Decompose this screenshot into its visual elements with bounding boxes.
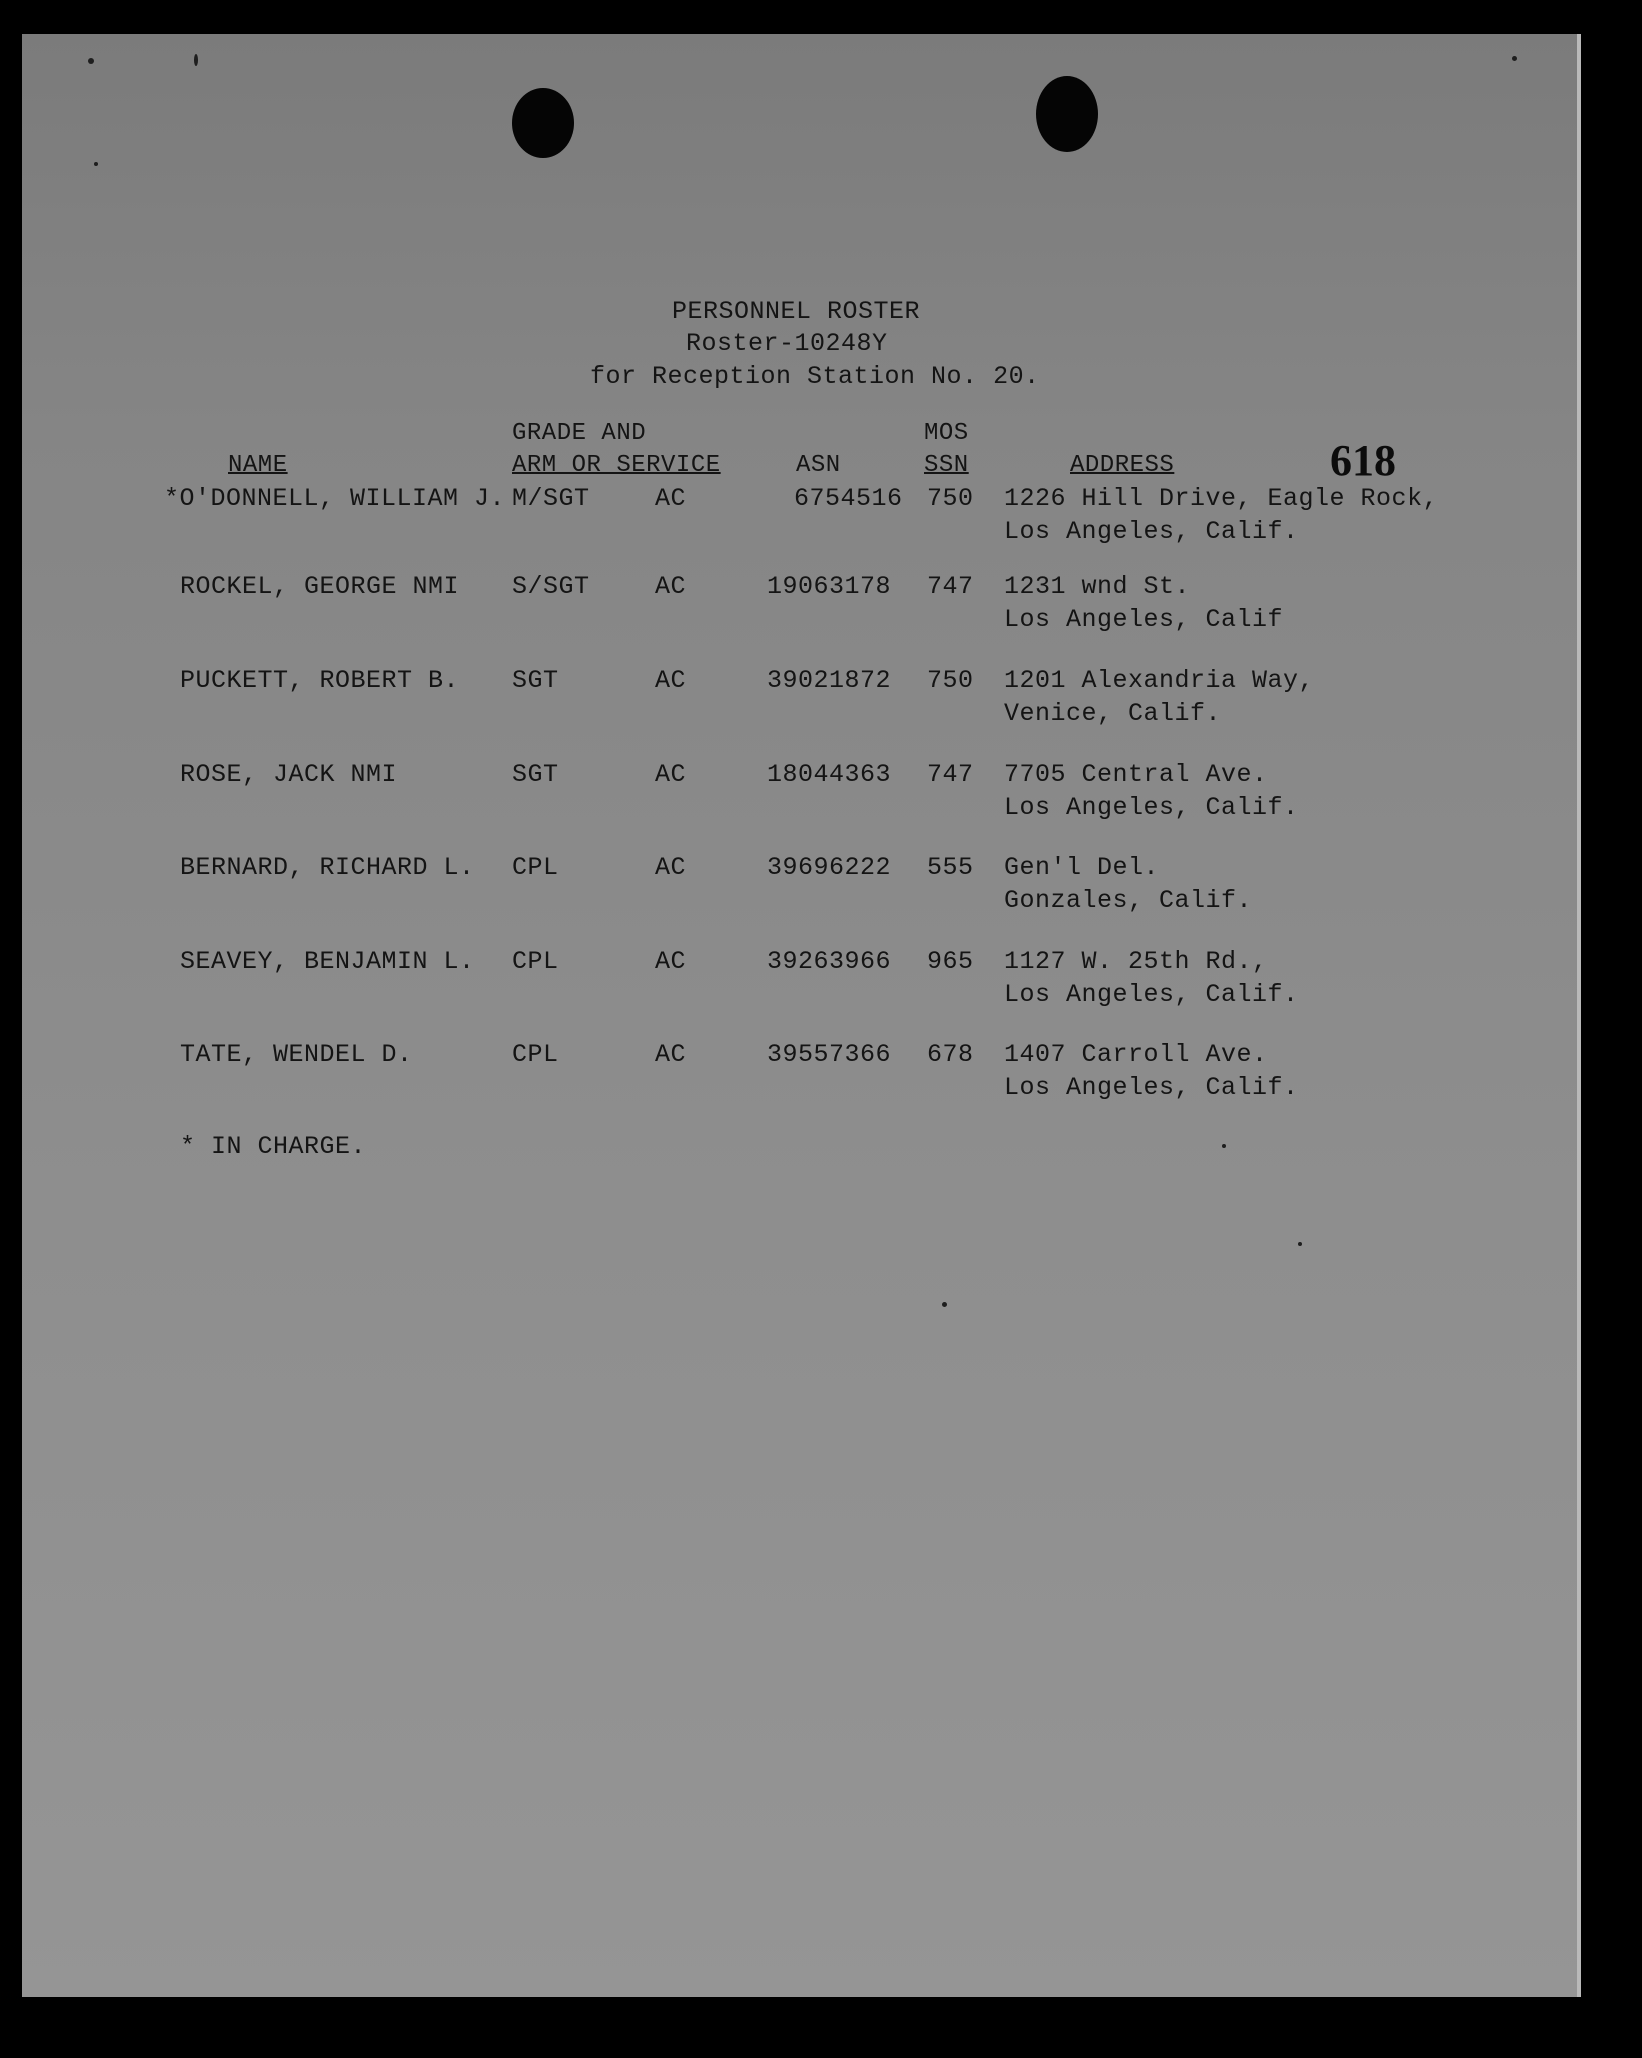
footnote: * IN CHARGE. [180, 1132, 367, 1161]
column-header-mos: MOS [924, 420, 969, 447]
speck [1222, 1144, 1226, 1148]
speck [88, 58, 94, 64]
asn-cell: 39696222 [767, 853, 892, 882]
mos-cell: 678 [927, 1040, 974, 1069]
grade-cell: S/SGT [512, 572, 590, 601]
column-header-arm-service: ARM OR SERVICE [512, 452, 721, 479]
table-row [22, 949, 1577, 1019]
service-cell: AC [655, 666, 687, 695]
column-header-address: ADDRESS [1070, 452, 1175, 479]
service-cell: AC [655, 484, 687, 513]
column-header-name: NAME [228, 452, 288, 479]
speck [942, 1302, 947, 1307]
grade-cell: CPL [512, 853, 559, 882]
service-cell: AC [655, 572, 687, 601]
mos-cell: 747 [927, 572, 974, 601]
address-line1-cell: 1226 Hill Drive, Eagle Rock, [1004, 484, 1439, 513]
name-cell: PUCKETT, ROBERT B. [180, 666, 460, 695]
column-header-ssn: SSN [924, 452, 969, 479]
name-cell: SEAVEY, BENJAMIN L. [180, 947, 475, 976]
service-cell: AC [655, 760, 687, 789]
page-edge [1577, 34, 1581, 1997]
mos-cell: 750 [927, 484, 974, 513]
asn-cell: 39021872 [767, 666, 892, 695]
page-number: 618 [1330, 436, 1396, 485]
asn-cell: 19063178 [767, 572, 892, 601]
table-row [22, 574, 1577, 644]
asn-cell: 39557366 [767, 1040, 892, 1069]
name-cell: BERNARD, RICHARD L. [180, 853, 475, 882]
table-row [22, 855, 1577, 925]
roster-title: PERSONNEL ROSTER [672, 297, 921, 326]
speck [194, 54, 198, 66]
asn-cell: 39263966 [767, 947, 892, 976]
punch-hole-left [512, 88, 574, 158]
address-line1-cell: 7705 Central Ave. [1004, 760, 1268, 789]
asn-cell: 18044363 [767, 760, 892, 789]
grade-cell: M/SGT [512, 484, 590, 513]
address-line2-cell: Los Angeles, Calif. [1004, 793, 1299, 822]
grade-cell: CPL [512, 1040, 559, 1069]
service-cell: AC [655, 1040, 687, 1069]
table-row [22, 1042, 1577, 1112]
name-cell: TATE, WENDEL D. [180, 1040, 413, 1069]
column-header-grade: GRADE AND [512, 420, 647, 447]
service-cell: AC [655, 853, 687, 882]
column-header-asn: ASN [796, 452, 841, 479]
document-page [22, 34, 1577, 1997]
address-line2-cell: Venice, Calif. [1004, 699, 1222, 728]
speck [1512, 56, 1517, 61]
roster-station: for Reception Station No. 20. [590, 362, 1040, 391]
address-line1-cell: Gen'l Del. [1004, 853, 1160, 882]
address-line1-cell: 1201 Alexandria Way, [1004, 666, 1315, 695]
mos-cell: 750 [927, 666, 974, 695]
speck [94, 162, 98, 166]
service-cell: AC [655, 947, 687, 976]
mos-cell: 555 [927, 853, 974, 882]
mos-cell: 965 [927, 947, 974, 976]
grade-cell: SGT [512, 760, 559, 789]
mos-cell: 747 [927, 760, 974, 789]
address-line2-cell: Los Angeles, Calif. [1004, 1073, 1299, 1102]
name-cell: ROSE, JACK NMI [180, 760, 398, 789]
grade-cell: SGT [512, 666, 559, 695]
address-line2-cell: Los Angeles, Calif [1004, 605, 1284, 634]
address-line2-cell: Gonzales, Calif. [1004, 886, 1253, 915]
table-row [22, 486, 1577, 556]
speck [1298, 1242, 1302, 1246]
address-line2-cell: Los Angeles, Calif. [1004, 517, 1299, 546]
punch-hole-right [1036, 76, 1098, 152]
table-row [22, 762, 1577, 832]
name-cell: ROCKEL, GEORGE NMI [180, 572, 460, 601]
name-cell: *O'DONNELL, WILLIAM J. [164, 484, 506, 513]
table-row [22, 668, 1577, 738]
address-line2-cell: Los Angeles, Calif. [1004, 980, 1299, 1009]
address-line1-cell: 1127 W. 25th Rd., [1004, 947, 1268, 976]
asn-cell: 6754516 [794, 484, 903, 513]
roster-number: Roster-10248Y [686, 329, 888, 358]
grade-cell: CPL [512, 947, 559, 976]
address-line1-cell: 1231 wnd St. [1004, 572, 1191, 601]
address-line1-cell: 1407 Carroll Ave. [1004, 1040, 1268, 1069]
